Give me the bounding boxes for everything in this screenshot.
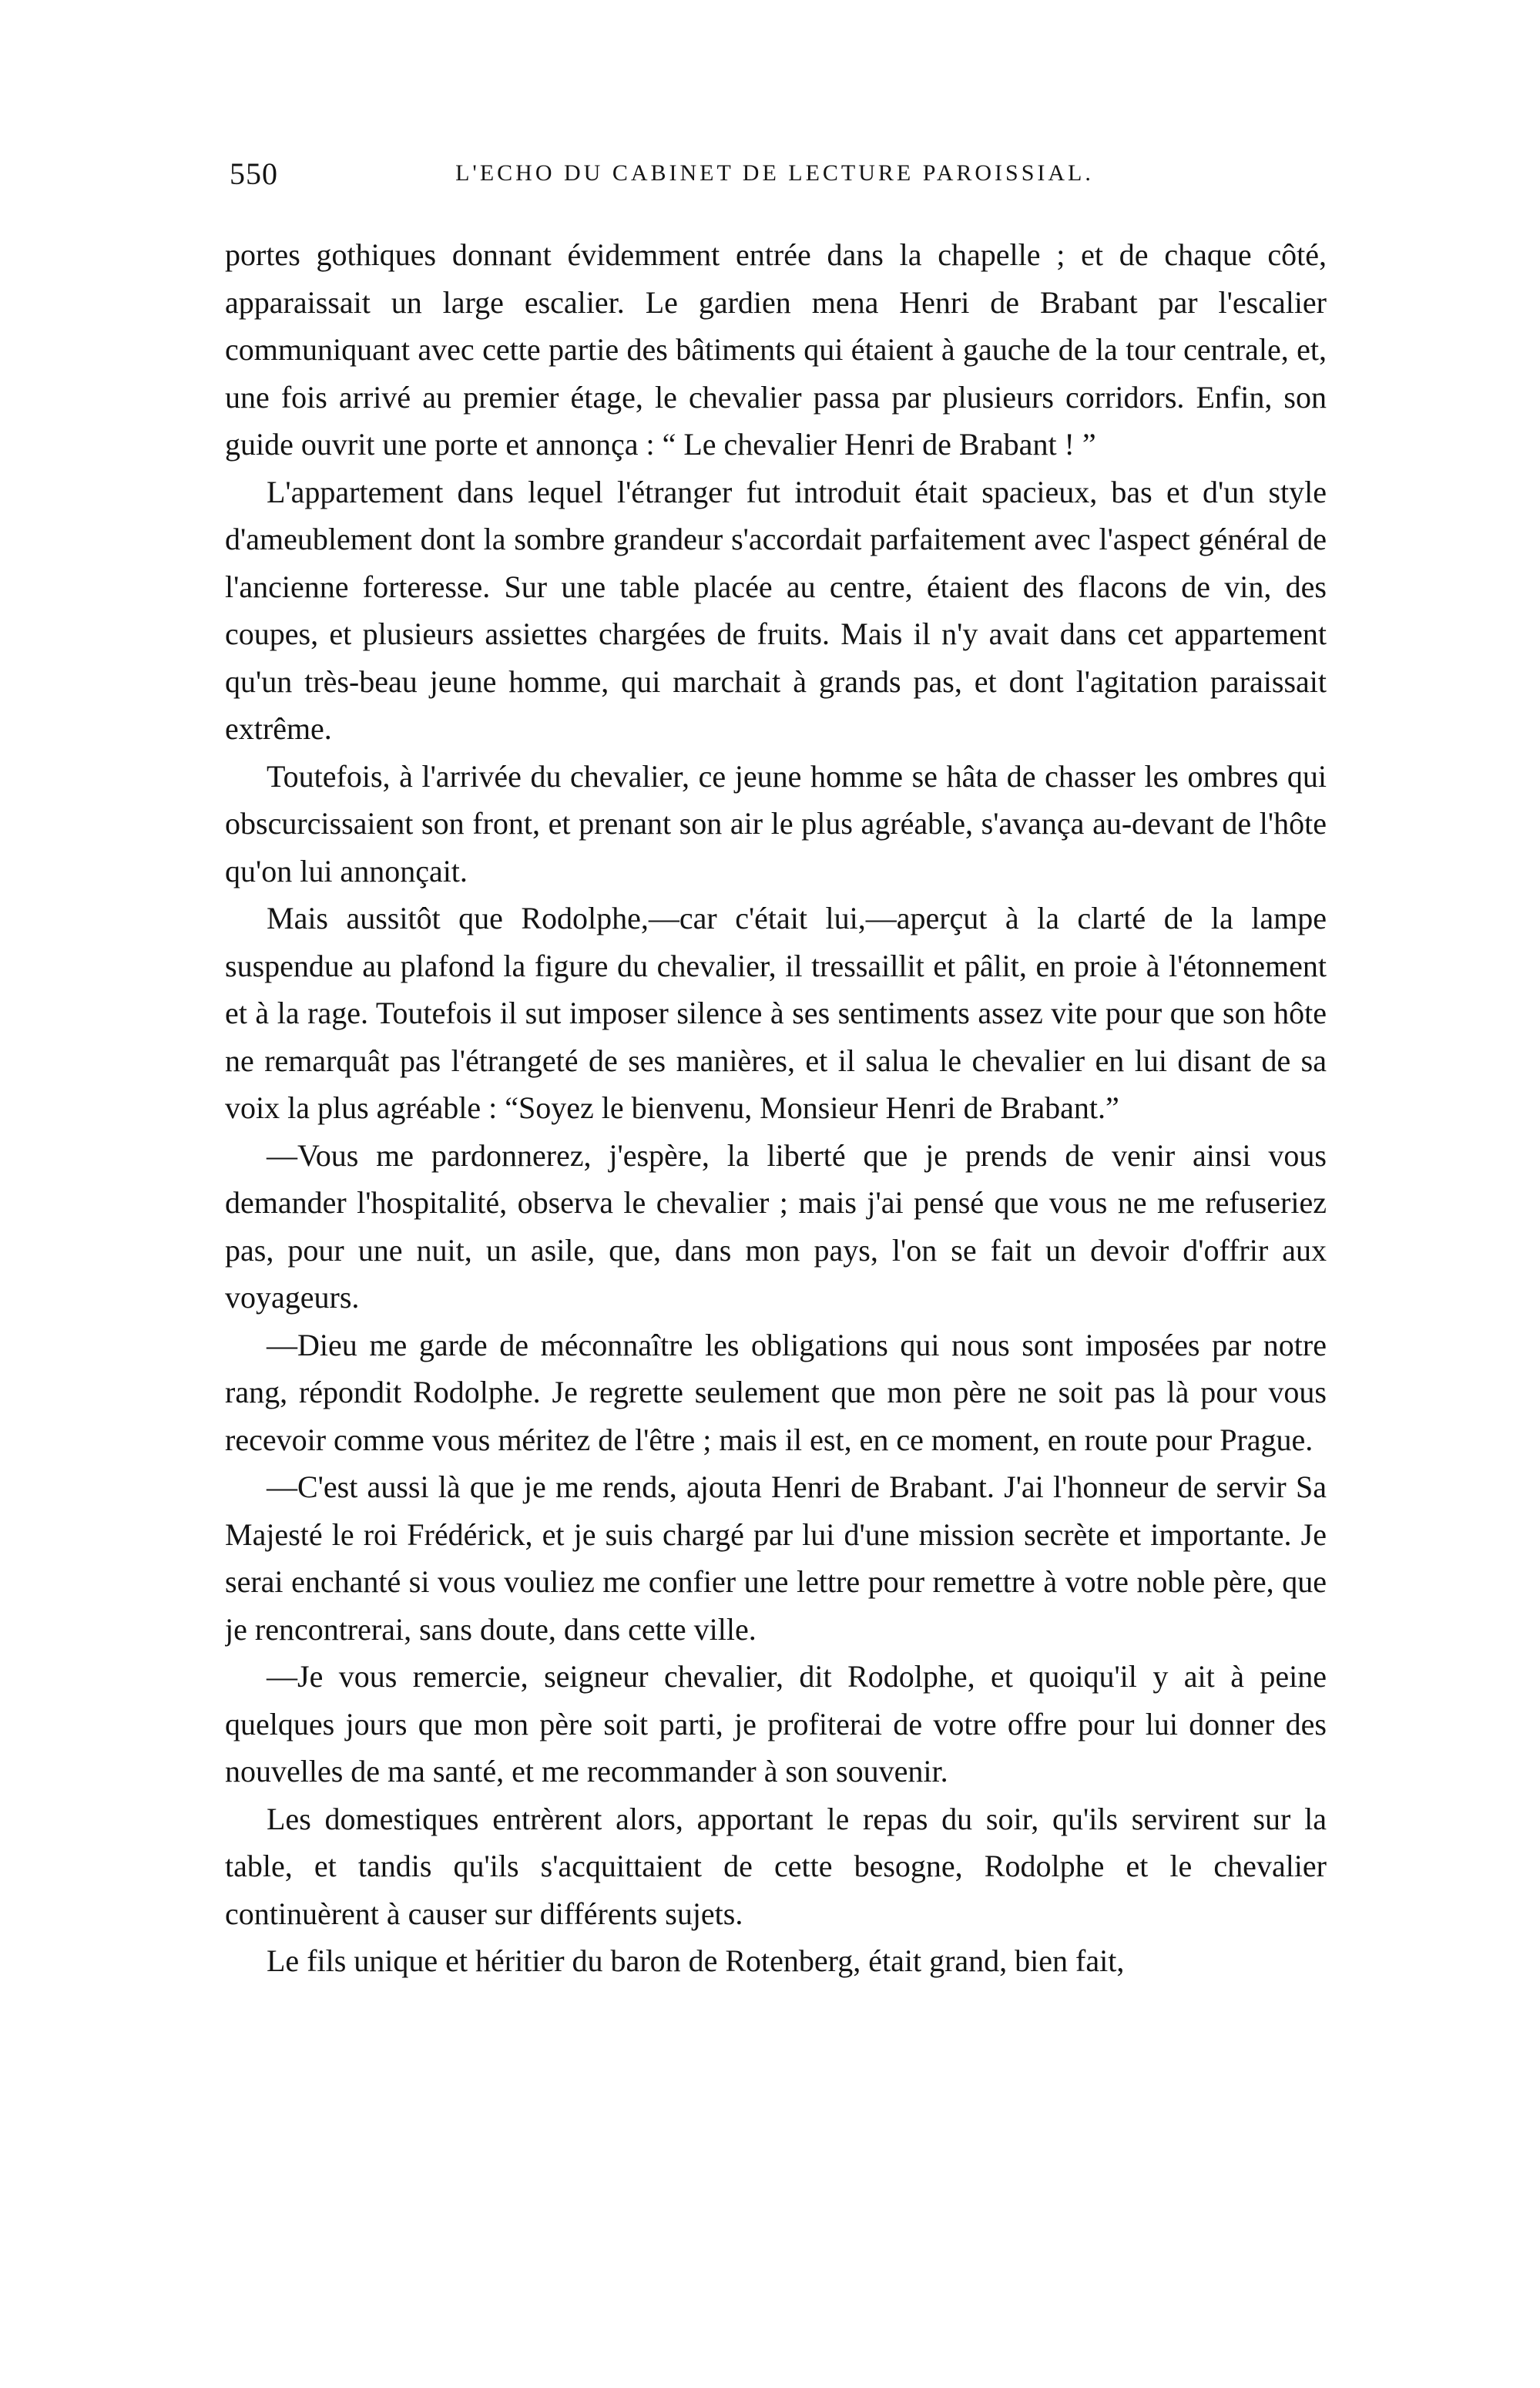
paragraph: —Je vous remercie, seigneur chevalier, dit Rodolphe, et quoiqu'il y ait à peine quelques jours que mon père soit parti, je profiterai de votre offre pour lui donner des nouvelles de ma santé, et me recommander à son souvenir.: [225, 1659, 1327, 1788]
paragraph: Toutefois, à l'arrivée du chevalier, ce jeune homme se hâta de chasser les ombres qui obscurcissaient son front, et prenant son air le plus agréable, s'avança au-devant de l'hôte qu'on lui annonçait.: [225, 758, 1327, 888]
page-body: [225, 231, 1327, 2204]
paragraph: Le fils unique et héritier du baron de Rotenberg, était grand, bien fait,: [267, 1943, 1125, 1978]
paragraph: Mais aussitôt que Rodolphe,—car c'était lui,—aperçut à la clarté de la lampe suspendue au plafond la figure du chevalier, il tressaillit et pâlit, en proie à l'étonnement et à la rage. Toutefois il sut imposer silence à ses sentiments assez vite pour que son hôte ne remarquât pas l'étrangeté de ses manières, et il salua le chevalier en lui disant de sa voix la plus agréable : “Soyez le bienvenu, Monsieur Henri de Brabant.”: [225, 901, 1327, 1125]
page-number: 550: [230, 156, 278, 191]
paragraph: Les domestiques entrèrent alors, apportant le repas du soir, qu'ils servirent sur la table, et tandis qu'ils s'acquittaient de cette besogne, Rodolphe et le chevalier continuèrent à causer sur différents sujets.: [225, 1801, 1327, 1931]
paragraph-continued: portes gothiques donnant évidemment entrée dans la chapelle ; et de chaque côté, apparaissait un large escalier. Le gardien mena Henri de Brabant par l'escalier communiquant avec cette partie des bâtiments qui étaient à gauche de la tour centrale, et, une fois arrivé au premier étage, le chevalier passa par plusieurs corridors. Enfin, son guide ouvrit une porte et annonça : “ Le chevalier Henri de Brabant ! ”: [225, 237, 1327, 462]
paragraph: L'appartement dans lequel l'étranger fut introduit était spacieux, bas et d'un style d'ameublement dont la sombre grandeur s'accordait parfaitement avec l'aspect général de l'ancienne forteresse. Sur une table placée au centre, étaient des flacons de vin, des coupes, et plusieurs assiettes chargées de fruits. Mais il n'y avait dans cet appartement qu'un très-beau jeune homme, qui marchait à grands pas, et dont l'agitation paraissait extrême.: [225, 474, 1327, 746]
paragraph: —Dieu me garde de méconnaître les obligations qui nous sont imposées par notre rang, répondit Rodolphe. Je regrette seulement que mon père ne soit pas là pour vous recevoir comme vous méritez de l'être ; mais il est, en ce moment, en route pour Prague.: [225, 1327, 1327, 1457]
paragraph: —Vous me pardonnerez, j'espère, la liberté que je prends de venir ainsi vous demander l'hospitalité, observa le chevalier ; mais j'ai pensé que vous ne me refuseriez pas, pour une nuit, un asile, que, dans mon pays, l'on se fait un devoir d'offrir aux voyageurs.: [225, 1137, 1327, 1315]
paragraph: —C'est aussi là que je me rends, ajouta Henri de Brabant. J'ai l'honneur de servir Sa Majesté le roi Frédérick, et je suis chargé par lui d'une mission secrète et importante. Je serai enchanté si vous vouliez me confier une lettre pour remettre à votre noble père, que je rencontrerai, sans doute, dans cette ville.: [225, 1469, 1327, 1647]
page-header: [230, 156, 1320, 202]
running-title: L'ECHO DU CABINET DE LECTURE PAROISSIAL.: [455, 160, 1094, 186]
